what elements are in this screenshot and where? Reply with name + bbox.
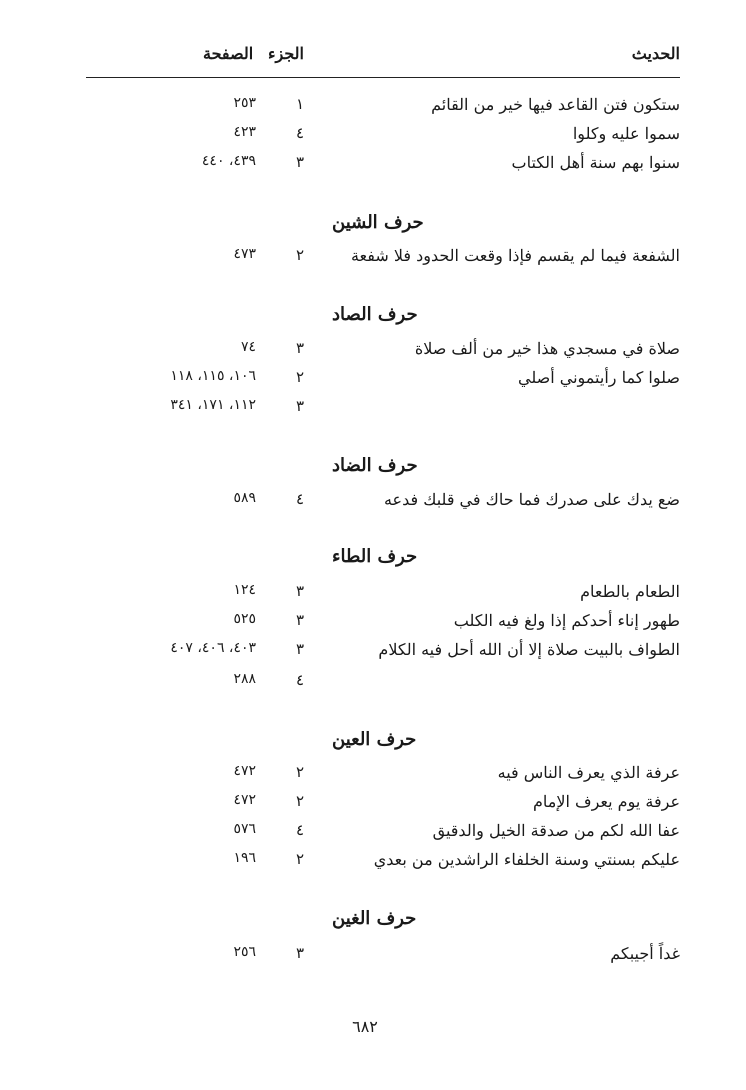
page-numbers: ٢٥٦ <box>233 944 256 960</box>
part-number: ٣ <box>295 153 305 171</box>
part-number: ١ <box>295 95 305 113</box>
part-number: ٢ <box>295 368 305 386</box>
part-number: ٤ <box>295 124 305 142</box>
page-numbers: ٤٣٩، ٤٤٠ <box>201 153 256 169</box>
section-heading-dad: حرف الضاد <box>332 455 418 476</box>
hadith-text: طهور إناء أحدكم إذا ولغ فيه الكلب <box>453 611 680 630</box>
part-number: ٤ <box>295 671 305 689</box>
part-number: ٤ <box>295 821 305 839</box>
hadith-text: ستكون فتن القاعد فيها خير من القائم <box>431 95 680 114</box>
column-header-part: الجزء <box>268 44 304 63</box>
section-heading-shin: حرف الشين <box>332 212 424 233</box>
page-numbers: ٤٠٣، ٤٠٦، ٤٠٧ <box>170 640 256 656</box>
part-number: ٣ <box>295 611 305 629</box>
page-numbers: ٢٨٨ <box>233 671 256 687</box>
part-number: ٣ <box>295 640 305 658</box>
part-number: ٢ <box>295 850 305 868</box>
part-number: ٢ <box>295 763 305 781</box>
part-number: ٤ <box>295 490 305 508</box>
part-number: ٣ <box>295 944 305 962</box>
hadith-text: الطواف بالبيت صلاة إلا أن الله أحل فيه الكلام <box>378 640 680 659</box>
page-numbers: ٥٢٥ <box>233 611 256 627</box>
page-numbers: ١١٢، ١٧١، ٣٤١ <box>170 397 256 413</box>
hadith-text: صلاة في مسجدي هذا خير من ألف صلاة <box>414 339 680 358</box>
section-heading-ain: حرف العين <box>332 729 417 750</box>
hadith-text: سنوا بهم سنة أهل الكتاب <box>511 153 680 172</box>
part-number: ٣ <box>295 339 305 357</box>
hadith-text: عفا الله لكم من صدقة الخيل والدقيق <box>432 821 680 840</box>
section-heading-ghain: حرف الغين <box>332 908 417 929</box>
page-numbers: ٧٤ <box>240 339 256 355</box>
part-number: ٢ <box>295 246 305 264</box>
hadith-text: صلوا كما رأيتموني أصلي <box>517 368 680 387</box>
page-numbers: ٤٧٢ <box>233 792 256 808</box>
hadith-text: عليكم بسنتي وسنة الخلفاء الراشدين من بعدي <box>373 850 680 869</box>
page-numbers: ١٩٦ <box>233 850 256 866</box>
page-numbers: ٥٧٦ <box>233 821 256 837</box>
column-header-page: الصفحة <box>203 44 254 63</box>
hadith-text: الطعام بالطعام <box>580 582 680 601</box>
part-number: ٣ <box>295 397 305 415</box>
column-header-hadith: الحديث <box>631 44 680 63</box>
part-number: ٢ <box>295 792 305 810</box>
page-numbers: ٤٧٢ <box>233 763 256 779</box>
page-numbers: ٥٨٩ <box>233 490 256 506</box>
section-heading-ta: حرف الطاء <box>332 546 418 567</box>
page-numbers: ١٢٤ <box>233 582 256 598</box>
hadith-text: غداً أجيبكم <box>610 944 680 963</box>
page-numbers: ٢٥٣ <box>233 95 256 111</box>
header-rule <box>86 77 680 78</box>
page-number: ٦٨٢ <box>352 1017 378 1036</box>
hadith-text: عرفة يوم يعرف الإمام <box>533 792 680 811</box>
hadith-text: عرفة الذي يعرف الناس فيه <box>497 763 680 782</box>
hadith-text: ضع يدك على صدرك فما حاك في قلبك فدعه <box>383 490 680 509</box>
page-numbers: ٤٧٣ <box>233 246 256 262</box>
page-numbers: ١٠٦، ١١٥، ١١٨ <box>170 368 256 384</box>
section-heading-sad: حرف الصاد <box>332 304 418 325</box>
part-number: ٣ <box>295 582 305 600</box>
hadith-text: الشفعة فيما لم يقسم فإذا وقعت الحدود فلا شفعة <box>350 246 680 265</box>
hadith-text: سموا عليه وكلوا <box>572 124 680 143</box>
page-numbers: ٤٢٣ <box>233 124 256 140</box>
